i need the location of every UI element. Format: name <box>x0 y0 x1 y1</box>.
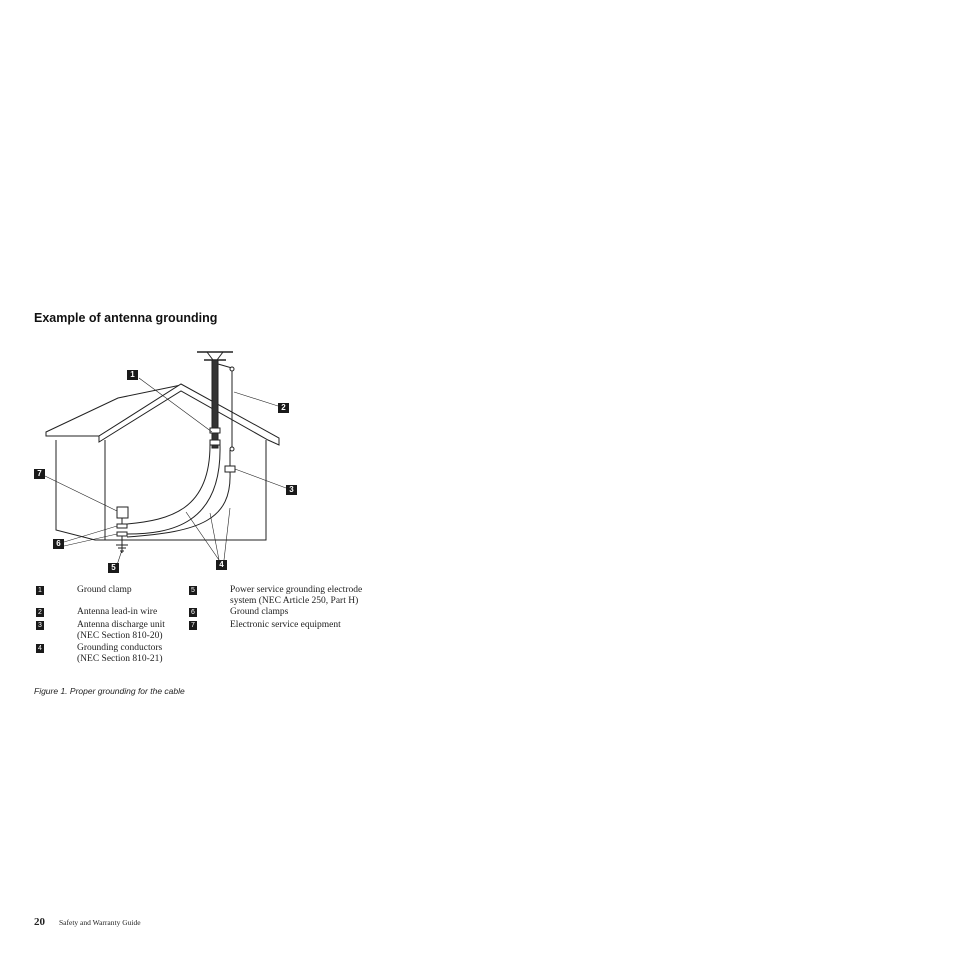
legend-number: 7 <box>189 621 197 630</box>
figure-caption: Figure 1. Proper grounding for the cable <box>34 686 185 696</box>
callout-3: 3 <box>286 485 297 495</box>
mast-ground-clamp <box>210 428 220 433</box>
legend-number: 5 <box>189 586 197 595</box>
callout-7: 7 <box>34 469 45 479</box>
ground-clamp-lower <box>117 532 127 536</box>
legend-number: 1 <box>36 586 44 595</box>
callout-6: 6 <box>53 539 64 549</box>
legend-text: Ground clamps <box>230 607 289 617</box>
ground-clamp-upper <box>117 524 127 528</box>
callout-4: 4 <box>216 560 227 570</box>
legend-text: Grounding conductors (NEC Section 810-21) <box>77 643 163 664</box>
legend-text: Ground clamp <box>77 585 132 595</box>
page-footer <box>34 912 141 930</box>
callout-1: 1 <box>127 370 138 380</box>
antenna-mast <box>212 360 218 448</box>
lead-in-insulator-bottom <box>230 447 234 451</box>
grounding-conductor-discharge <box>127 472 230 537</box>
legend-number: 4 <box>36 644 44 653</box>
legend-number: 3 <box>36 621 44 630</box>
house-roof-edge <box>46 436 99 442</box>
grounding-conductor-mast <box>127 445 210 524</box>
callout-2: 2 <box>278 403 289 413</box>
lead-in-insulator-top <box>230 367 234 371</box>
antenna-discharge-unit <box>225 466 235 472</box>
legend-number: 6 <box>189 608 197 617</box>
house-wall-left <box>56 440 266 540</box>
legend-text: Electronic service equipment <box>230 620 341 630</box>
callout-5: 5 <box>108 563 119 573</box>
legend-number: 2 <box>36 608 44 617</box>
legend-text: Antenna lead-in wire <box>77 607 158 617</box>
section-title: Example of antenna grounding <box>34 311 218 325</box>
guide-title: Safety and Warranty Guide <box>59 918 141 927</box>
electronic-service-equipment <box>117 507 128 518</box>
legend-text: Antenna discharge unit (NEC Section 810-20) <box>77 620 165 641</box>
legend-text: Power service grounding electrode system (NEC Article 250, Part H) <box>230 585 363 606</box>
page-number: 20 <box>34 916 45 928</box>
